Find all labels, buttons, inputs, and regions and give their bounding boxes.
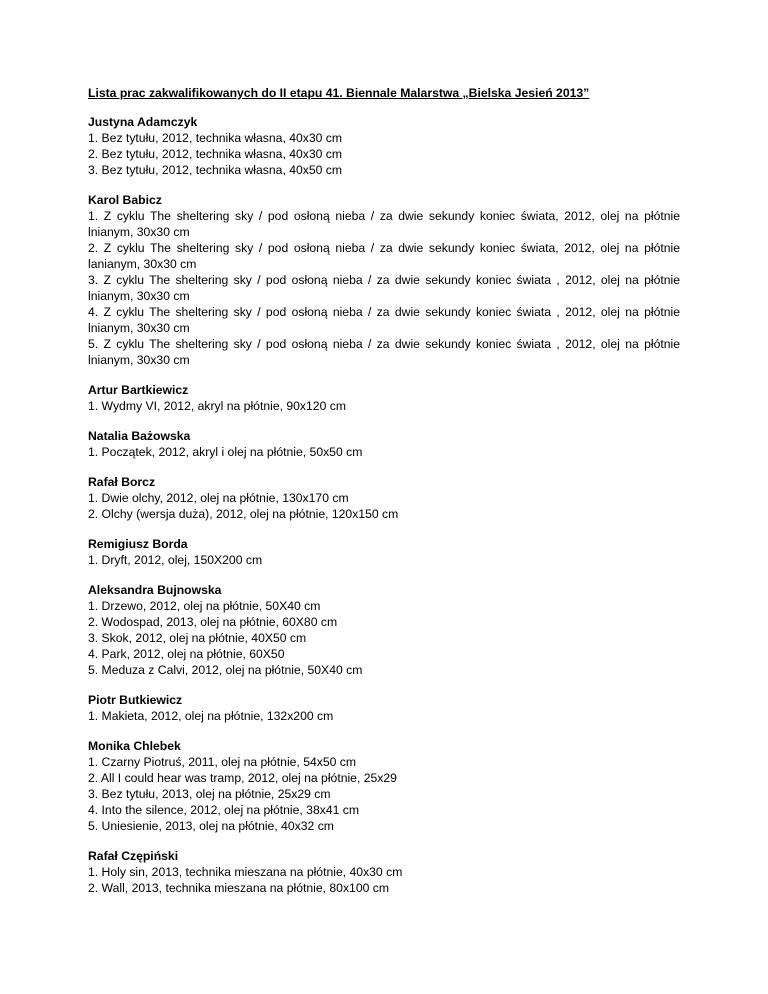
work-item: 4. Park, 2012, olej na płótnie, 60X50 xyxy=(88,647,285,661)
work-item: 1. Czarny Piotruś, 2011, olej na płótnie, 54x50 cm xyxy=(88,755,357,769)
work-item: 2. Wodospad, 2013, olej na płótnie, 60X80 cm xyxy=(88,615,338,629)
work-item: 2. Olchy (wersja duża), 2012, olej na płótnie, 120x150 cm xyxy=(88,507,399,521)
artist-name: Aleksandra Bujnowska xyxy=(88,583,222,597)
work-item: 3. Bez tytułu, 2013, olej na płótnie, 25x29 cm xyxy=(88,787,331,801)
artist-name: Natalia Bażowska xyxy=(88,429,191,443)
work-item: 5. Meduza z Calvi, 2012, olej na płótnie, 50X40 cm xyxy=(88,663,363,677)
work-item: 5. Uniesienie, 2013, olej na płótnie, 40x32 cm xyxy=(88,819,334,833)
artist-list xyxy=(88,114,680,896)
artist-entry xyxy=(88,192,680,368)
work-item: 1. Drzewo, 2012, olej na płótnie, 50X40 cm xyxy=(88,599,321,613)
work-item: 4. Into the silence, 2012, olej na płótnie, 38x41 cm xyxy=(88,803,360,817)
artist-name: Rafał Czępiński xyxy=(88,849,179,863)
work-item: 4. Z cyklu The sheltering sky / pod osłoną nieba / za dwie sekundy koniec świata , 2012, olej na płótnie lnianym, 30x30 cm xyxy=(88,305,680,335)
artist-entry xyxy=(88,474,680,522)
work-item: 2. Wall, 2013, technika mieszana na płótnie, 80x100 cm xyxy=(88,881,390,895)
work-item: 1. Makieta, 2012, olej na płótnie, 132x200 cm xyxy=(88,709,334,723)
artist-entry xyxy=(88,114,680,178)
work-item: 2. Z cyklu The sheltering sky / pod osłoną nieba / za dwie sekundy koniec świata, 2012, olej na płótnie lanianym, 30x30 cm xyxy=(88,241,680,271)
work-item: 1. Bez tytułu, 2012, technika własna, 40x30 cm xyxy=(88,131,343,145)
work-item: 3. Z cyklu The sheltering sky / pod osłoną nieba / za dwie sekundy koniec świata , 2012, olej na płótnie lnianym, 30x30 cm xyxy=(88,273,680,303)
artist-name: Remigiusz Borda xyxy=(88,537,188,551)
artist-name: Piotr Butkiewicz xyxy=(88,693,183,707)
work-item: 1. Dwie olchy, 2012, olej na płótnie, 130x170 cm xyxy=(88,491,349,505)
artist-entry xyxy=(88,536,680,568)
artist-entry xyxy=(88,382,680,414)
artist-name: Justyna Adamczyk xyxy=(88,115,198,129)
work-item: 1. Wydmy VI, 2012, akryl na płótnie, 90x120 cm xyxy=(88,399,346,413)
artist-entry xyxy=(88,692,680,724)
work-item: 3. Skok, 2012, olej na płótnie, 40X50 cm xyxy=(88,631,307,645)
work-item: 1. Holy sin, 2013, technika mieszana na płótnie, 40x30 cm xyxy=(88,865,403,879)
work-item: 1. Początek, 2012, akryl i olej na płótnie, 50x50 cm xyxy=(88,445,363,459)
artist-entry xyxy=(88,582,680,678)
artist-name: Karol Babicz xyxy=(88,193,162,207)
artist-entry xyxy=(88,738,680,834)
work-item: 2. Bez tytułu, 2012, technika własna, 40x30 cm xyxy=(88,147,343,161)
artist-name: Artur Bartkiewicz xyxy=(88,383,189,397)
document-title: Lista prac zakwalifikowanych do II etapu 41. Biennale Malarstwa „Bielska Jesień 2013” xyxy=(88,86,590,100)
work-item: 1. Dryft, 2012, olej, 150X200 cm xyxy=(88,553,263,567)
work-item: 1. Z cyklu The sheltering sky / pod osłoną nieba / za dwie sekundy koniec świata, 2012, olej na płótnie lnianym, 30x30 cm xyxy=(88,209,680,239)
artist-entry xyxy=(88,848,680,896)
work-item: 3. Bez tytułu, 2012, technika własna, 40x50 cm xyxy=(88,163,343,177)
artist-name: Rafał Borcz xyxy=(88,475,156,489)
work-item: 5. Z cyklu The sheltering sky / pod osłoną nieba / za dwie sekundy koniec świata , 2012, olej na płótnie lnianym, 30x30 cm xyxy=(88,337,680,367)
artist-name: Monika Chlebek xyxy=(88,739,181,753)
artist-entry xyxy=(88,428,680,460)
work-item: 2. All I could hear was tramp, 2012, olej na płótnie, 25x29 xyxy=(88,771,397,785)
